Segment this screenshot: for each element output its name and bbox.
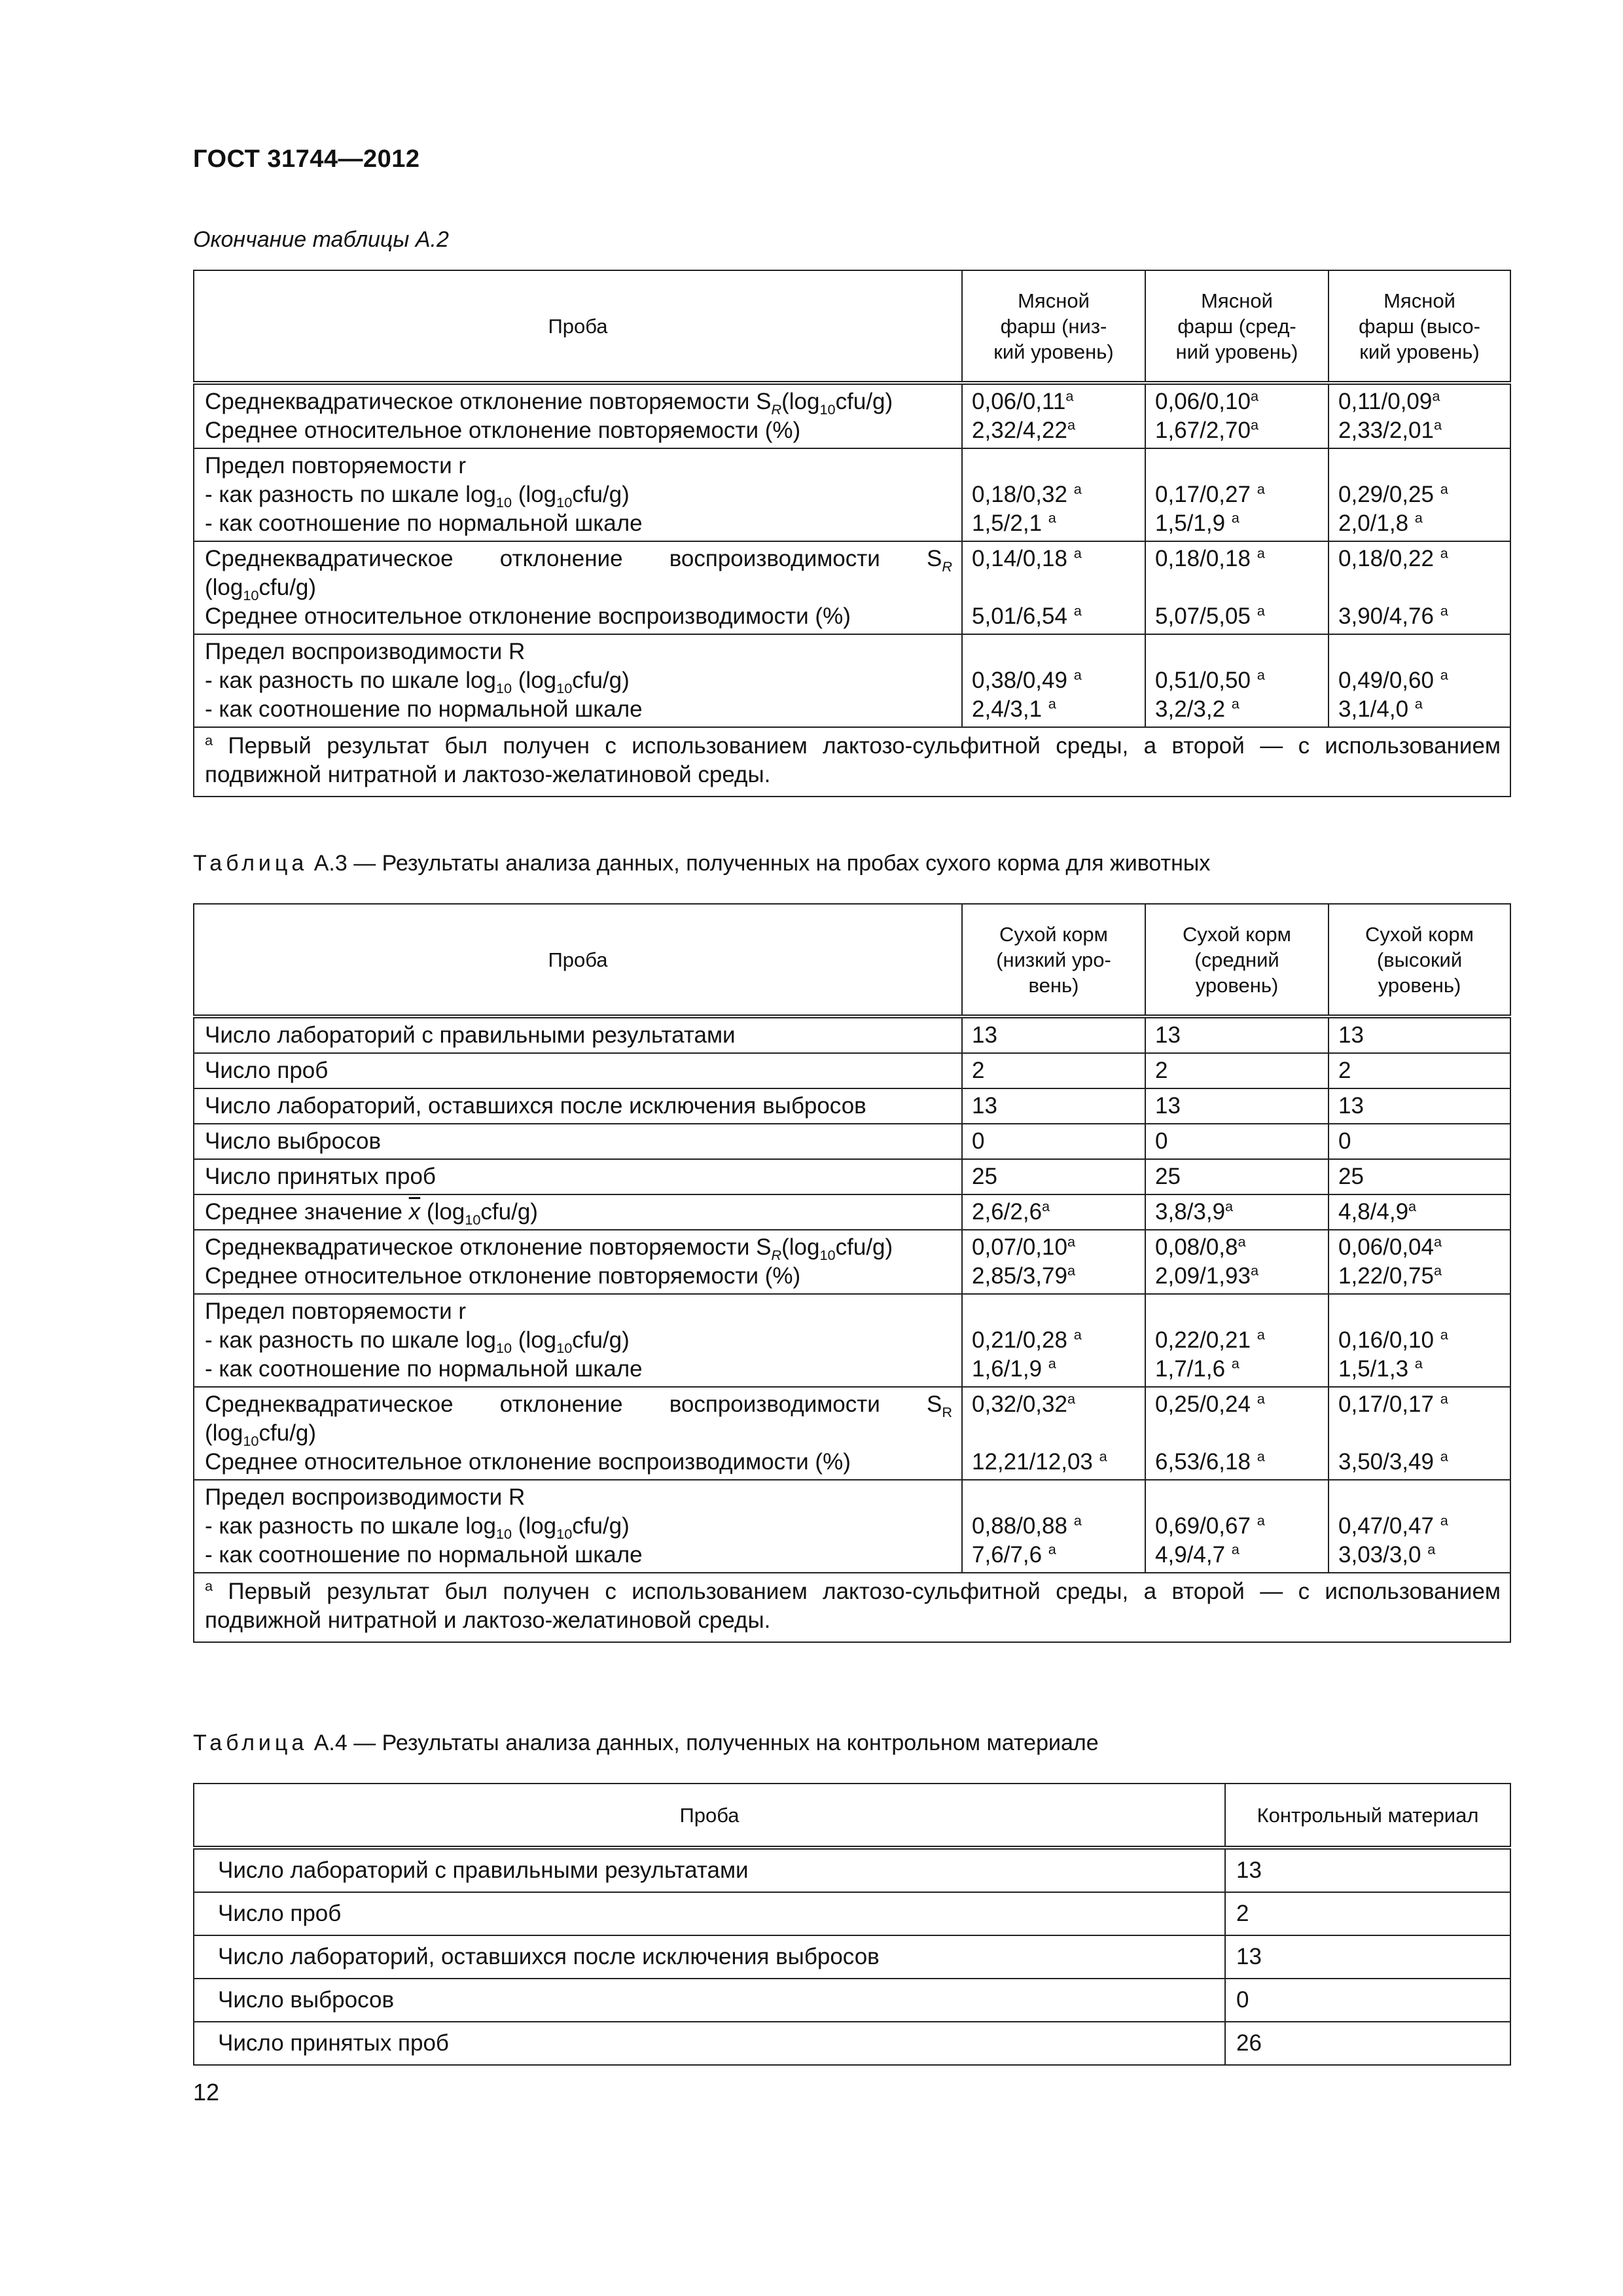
cell-value: 0 <box>1145 1124 1329 1159</box>
cell-value: 0,51/0,50 $^a$ 3,2/3,2 $^a$ <box>1145 634 1329 727</box>
cell-value: 25 <box>1145 1159 1329 1194</box>
column-header-meat-high: Мясной фарш (высо- кий уровень) <box>1329 270 1510 383</box>
table-footnote: $^a$ Первый результат был получен с использованием лактозо-сульфитной среды, а второй — с использованием подвижной нитратной и лактозо-желатиновой среды. <box>194 727 1510 797</box>
row-label: Предел повторяемости r - как разность по шкале $\log_{10} (\log_{10}cfu/g)$ - как соотношение по нормальной шкале <box>194 1294 962 1387</box>
cell-value: 0,69/0,67 $^a$ 4,9/4,7 $^a$ <box>1145 1480 1329 1573</box>
cell-value: 0,32/0,32$^a$ 12,21/12,03 $^a$ <box>962 1387 1145 1480</box>
table-header-row <box>194 270 1510 383</box>
table-footnote-row <box>194 727 1510 797</box>
cell-value: 0,06/0,10$^a$ 1,67/2,70$^a$ <box>1145 383 1329 448</box>
cell-value: 25 <box>962 1159 1145 1194</box>
table-row <box>194 1159 1510 1194</box>
row-label: Число лабораторий, оставшихся после исключения выбросов <box>194 1935 1225 1979</box>
cell-value: 0,17/0,17 $^a$ 3,50/3,49 $^a$ <box>1329 1387 1510 1480</box>
cell-value: 0,18/0,32 $^a$ 1,5/2,1 $^a$ <box>962 448 1145 541</box>
table-row <box>194 1848 1510 1892</box>
table-a3-title: Таблица А.3 — Результаты анализа данных, полученных на пробах сухого корма для животных <box>193 851 1211 876</box>
cell-value: 13 <box>1145 1016 1329 1053</box>
row-label: Число принятых проб <box>194 2022 1225 2065</box>
cell-value: 0,25/0,24 $^a$ 6,53/6,18 $^a$ <box>1145 1387 1329 1480</box>
cell-value: 0,18/0,18 $^a$ 5,07/5,05 $^a$ <box>1145 541 1329 634</box>
column-header-proba: Проба <box>194 270 962 383</box>
table-a4 <box>193 1783 1511 2066</box>
row-label: Число проб <box>194 1892 1225 1935</box>
cell-value: 0 <box>1329 1124 1510 1159</box>
table-row <box>194 1230 1510 1294</box>
cell-value: 2 <box>1329 1053 1510 1088</box>
cell-value: 0,49/0,60 $^a$ 3,1/4,0 $^a$ <box>1329 634 1510 727</box>
table-row <box>194 1294 1510 1387</box>
table-row <box>194 2022 1510 2065</box>
table-row <box>194 1016 1510 1053</box>
table-row <box>194 1088 1510 1124</box>
table-row <box>194 1053 1510 1088</box>
cell-value: 0,14/0,18 $^a$ 5,01/6,54 $^a$ <box>962 541 1145 634</box>
cell-value: 4,8/4,9$^a$ <box>1329 1194 1510 1230</box>
document-header: ГОСТ 31744—2012 <box>193 145 420 173</box>
row-label: Число выбросов <box>194 1979 1225 2022</box>
column-header-meat-medium: Мясной фарш (сред- ний уровень) <box>1145 270 1329 383</box>
table-header-row <box>194 904 1510 1016</box>
cell-value: 0,07/0,10$^a$ 2,85/3,79$^a$ <box>962 1230 1145 1294</box>
cell-value: 0,18/0,22 $^a$ 3,90/4,76 $^a$ <box>1329 541 1510 634</box>
table-row <box>194 1124 1510 1159</box>
page-number: 12 <box>193 2079 220 2106</box>
cell-value: 0,47/0,47 $^a$ 3,03/3,0 $^a$ <box>1329 1480 1510 1573</box>
row-label: Число лабораторий с правильными результатами <box>194 1016 962 1053</box>
column-header-proba: Проба <box>194 904 962 1016</box>
table-row <box>194 1892 1510 1935</box>
cell-value: 13 <box>1225 1848 1510 1892</box>
table-footnote-row <box>194 1573 1510 1642</box>
cell-value: 13 <box>1145 1088 1329 1124</box>
cell-value: 0,06/0,04$^a$ 1,22/0,75$^a$ <box>1329 1230 1510 1294</box>
row-label: Среднеквадратическое отклонение повторяемости $S_R(\log_{10}cfu/g)$ Среднее относительное отклонение повторяемости (%) <box>194 1230 962 1294</box>
row-label: Среднеквадратическое отклонение воспроизводимости $S_R$ $(\log_{10}cfu/g)$ Среднее относительное отклонение воспроизводимости (%) <box>194 541 962 634</box>
row-label: Предел повторяемости r - как разность по шкале $\log_{10} (\log_{10}cfu/g)$ - как соотношение по нормальной шкале <box>194 448 962 541</box>
table-row <box>194 541 1510 634</box>
cell-value: 13 <box>1329 1088 1510 1124</box>
cell-value: 0,38/0,49 $^a$ 2,4/3,1 $^a$ <box>962 634 1145 727</box>
cell-value: 0,22/0,21 $^a$ 1,7/1,6 $^a$ <box>1145 1294 1329 1387</box>
row-label: Число лабораторий с правильными результатами <box>194 1848 1225 1892</box>
table-row <box>194 383 1510 448</box>
row-label: Предел воспроизводимости R - как разность по шкале $\log_{10} (\log_{10}cfu/g)$ - как соотношение по нормальной шкале <box>194 634 962 727</box>
row-label: Число принятых проб <box>194 1159 962 1194</box>
row-label: Число проб <box>194 1053 962 1088</box>
row-label: Среднее значение $\overline{x}$ $(\log_{10}cfu/g)$ <box>194 1194 962 1230</box>
cell-value: 2,6/2,6$^a$ <box>962 1194 1145 1230</box>
cell-value: 2 <box>1225 1892 1510 1935</box>
cell-value: 0,29/0,25 $^a$ 2,0/1,8 $^a$ <box>1329 448 1510 541</box>
table-a2-end <box>193 270 1511 797</box>
cell-value: 0,88/0,88 $^a$ 7,6/7,6 $^a$ <box>962 1480 1145 1573</box>
table-row <box>194 1194 1510 1230</box>
row-label: Среднеквадратическое отклонение воспроизводимости $S_R$ $(\log_{10}cfu/g)$ Среднее относительное отклонение воспроизводимости (%) <box>194 1387 962 1480</box>
cell-value: 0,11/0,09$^a$ 2,33/2,01$^a$ <box>1329 383 1510 448</box>
cell-value: 0,06/0,11$^a$ 2,32/4,22$^a$ <box>962 383 1145 448</box>
table-continuation-caption: Окончание таблицы А.2 <box>193 227 449 252</box>
table-row <box>194 634 1510 727</box>
cell-value: 0,17/0,27 $^a$ 1,5/1,9 $^a$ <box>1145 448 1329 541</box>
cell-value: 0 <box>1225 1979 1510 2022</box>
row-label: Предел воспроизводимости R - как разность по шкале $\log_{10} (\log_{10}cfu/g)$ - как соотношение по нормальной шкале <box>194 1480 962 1573</box>
table-row <box>194 1979 1510 2022</box>
cell-value: 0,16/0,10 $^a$ 1,5/1,3 $^a$ <box>1329 1294 1510 1387</box>
cell-value: 13 <box>962 1016 1145 1053</box>
cell-value: 13 <box>962 1088 1145 1124</box>
row-label: Среднеквадратическое отклонение повторяемости $S_R(\log_{10}cfu/g)$ Среднее относительное отклонение повторяемости (%) <box>194 383 962 448</box>
cell-value: 2 <box>962 1053 1145 1088</box>
table-footnote: $^a$ Первый результат был получен с использованием лактозо-сульфитной среды, а второй — с использованием подвижной нитратной и лактозо-желатиновой среды. <box>194 1573 1510 1642</box>
row-label: Число выбросов <box>194 1124 962 1159</box>
table-a4-title: Таблица А.4 — Результаты анализа данных, полученных на контрольном материале <box>193 1731 1099 1755</box>
cell-value: 2 <box>1145 1053 1329 1088</box>
column-header-meat-low: Мясной фарш (низ- кий уровень) <box>962 270 1145 383</box>
column-header-feed-medium: Сухой корм (средний уровень) <box>1145 904 1329 1016</box>
cell-value: 13 <box>1329 1016 1510 1053</box>
cell-value: 0,21/0,28 $^a$ 1,6/1,9 $^a$ <box>962 1294 1145 1387</box>
cell-value: 13 <box>1225 1935 1510 1979</box>
row-label: Число лабораторий, оставшихся после исключения выбросов <box>194 1088 962 1124</box>
cell-value: 25 <box>1329 1159 1510 1194</box>
column-header-control-material: Контрольный материал <box>1225 1784 1510 1848</box>
table-row <box>194 1480 1510 1573</box>
table-a3 <box>193 903 1511 1643</box>
table-row <box>194 1935 1510 1979</box>
column-header-feed-high: Сухой корм (высокий уровень) <box>1329 904 1510 1016</box>
column-header-proba: Проба <box>194 1784 1225 1848</box>
column-header-feed-low: Сухой корм (низкий уро- вень) <box>962 904 1145 1016</box>
cell-value: 0 <box>962 1124 1145 1159</box>
cell-value: 3,8/3,9$^a$ <box>1145 1194 1329 1230</box>
table-header-row <box>194 1784 1510 1848</box>
cell-value: 26 <box>1225 2022 1510 2065</box>
cell-value: 0,08/0,8$^a$ 2,09/1,93$^a$ <box>1145 1230 1329 1294</box>
table-row <box>194 1387 1510 1480</box>
table-row <box>194 448 1510 541</box>
